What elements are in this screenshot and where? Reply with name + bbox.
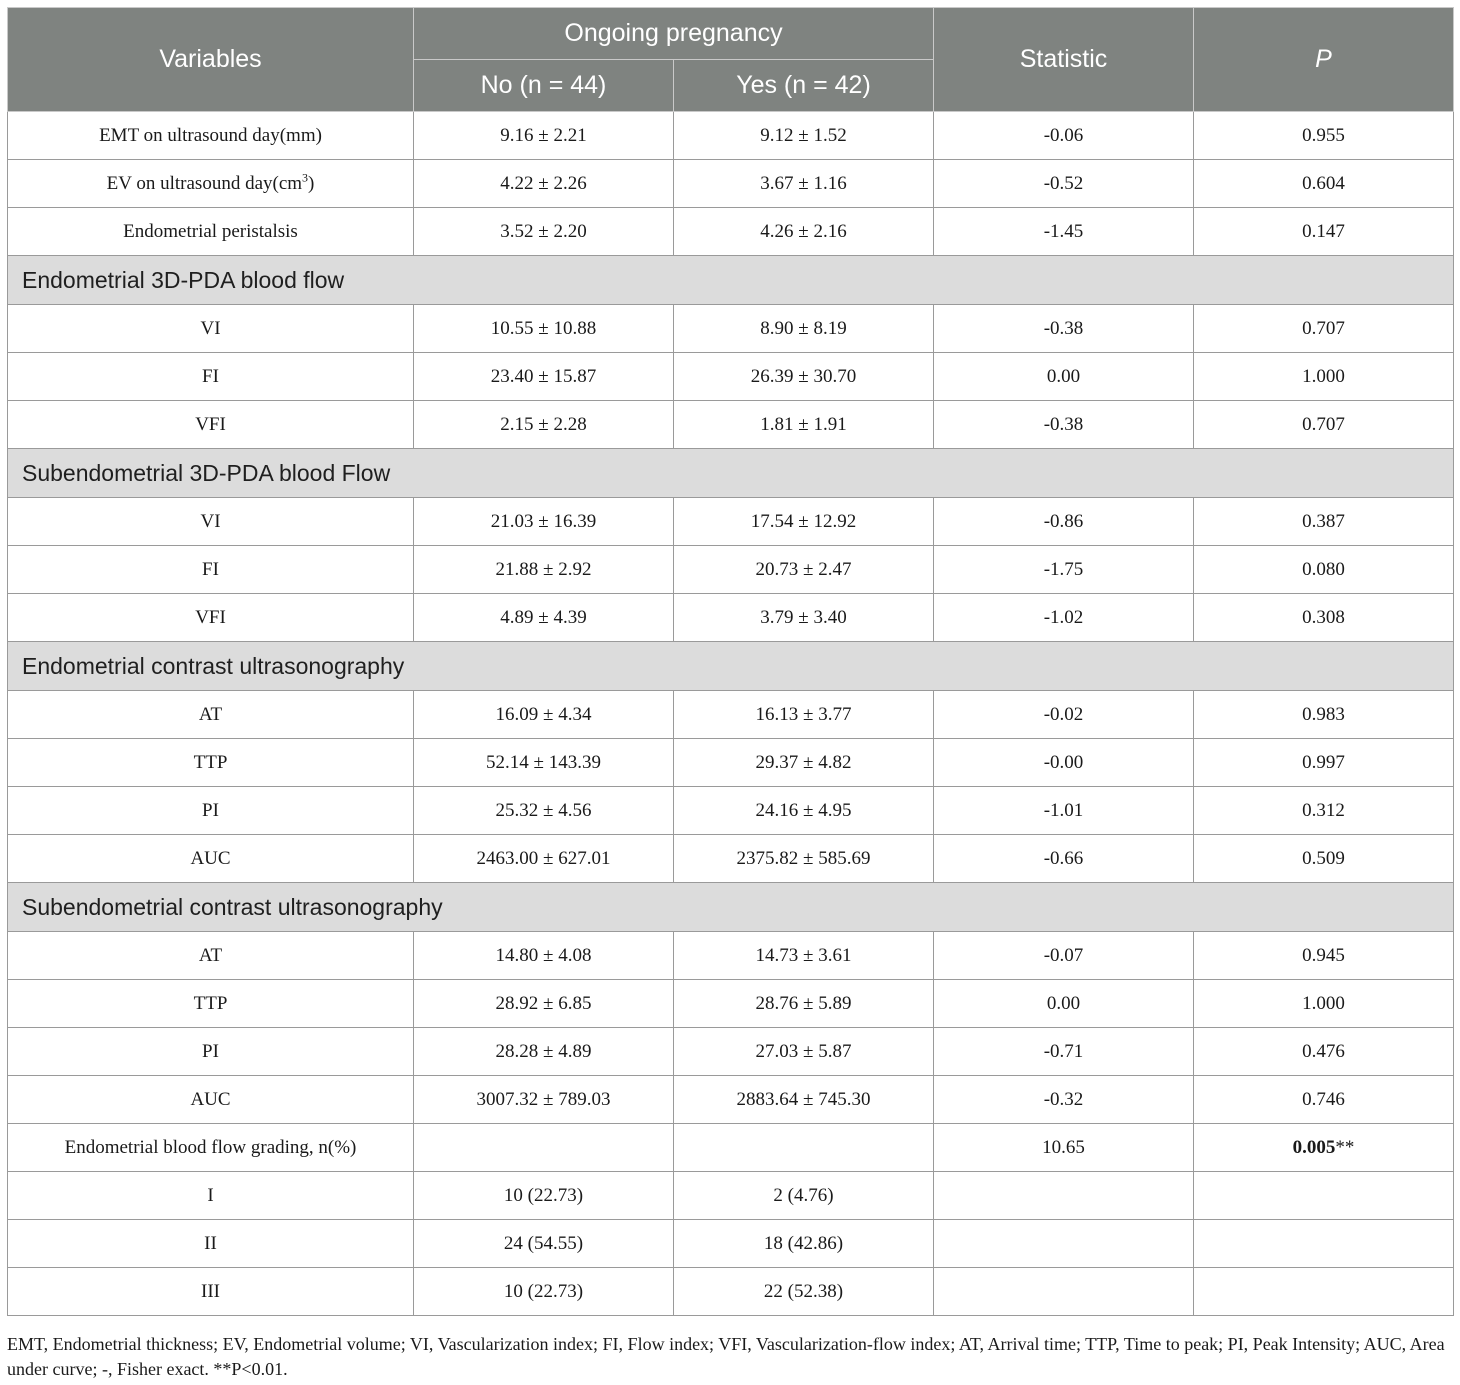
table-row — [8, 305, 1454, 353]
row-label: Endometrial blood flow grading, n(%) — [8, 1124, 414, 1172]
row-label: II — [8, 1220, 414, 1268]
header-yes: Yes (n = 42) — [674, 60, 934, 112]
cell-yes: 26.39 ± 30.70 — [674, 353, 934, 401]
table-row — [8, 932, 1454, 980]
row-label: Endometrial peristalsis — [8, 208, 414, 256]
cell-no: 21.03 ± 16.39 — [414, 498, 674, 546]
cell-statistic: -0.02 — [934, 691, 1194, 739]
cell-no: 21.88 ± 2.92 — [414, 546, 674, 594]
section-title: Subendometrial 3D-PDA blood Flow — [8, 449, 1454, 498]
cell-no: 10 (22.73) — [414, 1268, 674, 1316]
cell-statistic: -0.38 — [934, 401, 1194, 449]
cell-yes: 3.67 ± 1.16 — [674, 160, 934, 208]
cell-p: 0.707 — [1194, 305, 1454, 353]
section-row — [8, 449, 1454, 498]
cell-p: 0.080 — [1194, 546, 1454, 594]
cell-p: 0.147 — [1194, 208, 1454, 256]
cell-statistic — [934, 1220, 1194, 1268]
row-label: AT — [8, 691, 414, 739]
cell-yes: 2883.64 ± 745.30 — [674, 1076, 934, 1124]
cell-statistic: -1.02 — [934, 594, 1194, 642]
cell-no: 28.28 ± 4.89 — [414, 1028, 674, 1076]
table-row — [8, 208, 1454, 256]
cell-yes: 29.37 ± 4.82 — [674, 739, 934, 787]
row-label-superscript: 3 — [302, 170, 309, 185]
results-table — [7, 7, 1454, 1316]
cell-yes: 1.81 ± 1.91 — [674, 401, 934, 449]
section-row — [8, 642, 1454, 691]
cell-p — [1194, 1124, 1454, 1172]
cell-no: 14.80 ± 4.08 — [414, 932, 674, 980]
cell-yes — [674, 1124, 934, 1172]
table-row — [8, 1268, 1454, 1316]
row-label: TTP — [8, 980, 414, 1028]
cell-no: 2463.00 ± 627.01 — [414, 835, 674, 883]
cell-p — [1194, 1268, 1454, 1316]
cell-p: 0.983 — [1194, 691, 1454, 739]
cell-statistic: -0.00 — [934, 739, 1194, 787]
row-label: FI — [8, 546, 414, 594]
header-statistic: Statistic — [934, 8, 1194, 112]
row-label: TTP — [8, 739, 414, 787]
cell-statistic: -0.52 — [934, 160, 1194, 208]
cell-p: 0.476 — [1194, 1028, 1454, 1076]
section-title: Endometrial 3D-PDA blood flow — [8, 256, 1454, 305]
table-row — [8, 498, 1454, 546]
cell-statistic: 10.65 — [934, 1124, 1194, 1172]
cell-p: 0.746 — [1194, 1076, 1454, 1124]
cell-no — [414, 1124, 674, 1172]
cell-p: 0.997 — [1194, 739, 1454, 787]
table-row — [8, 112, 1454, 160]
table-row — [8, 1220, 1454, 1268]
cell-yes: 8.90 ± 8.19 — [674, 305, 934, 353]
header-p: P — [1194, 8, 1454, 112]
header-variables: Variables — [8, 8, 414, 112]
cell-yes: 22 (52.38) — [674, 1268, 934, 1316]
row-label: VFI — [8, 594, 414, 642]
row-label: VI — [8, 498, 414, 546]
row-label: EMT on ultrasound day(mm) — [8, 112, 414, 160]
table-row — [8, 353, 1454, 401]
cell-p: 0.312 — [1194, 787, 1454, 835]
cell-statistic: -0.86 — [934, 498, 1194, 546]
cell-statistic: -0.66 — [934, 835, 1194, 883]
row-label: PI — [8, 1028, 414, 1076]
row-label: VFI — [8, 401, 414, 449]
cell-statistic: -0.32 — [934, 1076, 1194, 1124]
cell-yes: 14.73 ± 3.61 — [674, 932, 934, 980]
section-title: Endometrial contrast ultrasonography — [8, 642, 1454, 691]
cell-yes: 28.76 ± 5.89 — [674, 980, 934, 1028]
table-row — [8, 739, 1454, 787]
table-row — [8, 546, 1454, 594]
cell-yes: 3.79 ± 3.40 — [674, 594, 934, 642]
cell-p: 0.955 — [1194, 112, 1454, 160]
cell-no: 23.40 ± 15.87 — [414, 353, 674, 401]
header-no: No (n = 44) — [414, 60, 674, 112]
row-label — [8, 160, 414, 208]
cell-p — [1194, 1172, 1454, 1220]
row-label-suffix: ) — [308, 172, 315, 194]
cell-statistic: -1.75 — [934, 546, 1194, 594]
cell-yes: 2 (4.76) — [674, 1172, 934, 1220]
table-row — [8, 980, 1454, 1028]
cell-statistic: -0.07 — [934, 932, 1194, 980]
cell-no: 9.16 ± 2.21 — [414, 112, 674, 160]
cell-statistic: -0.71 — [934, 1028, 1194, 1076]
section-row — [8, 883, 1454, 932]
table-body — [8, 112, 1454, 1316]
cell-p: 0.308 — [1194, 594, 1454, 642]
row-label: AT — [8, 932, 414, 980]
section-title: Subendometrial contrast ultrasonography — [8, 883, 1454, 932]
row-label: VI — [8, 305, 414, 353]
cell-statistic: 0.00 — [934, 980, 1194, 1028]
cell-p: 0.945 — [1194, 932, 1454, 980]
cell-yes: 20.73 ± 2.47 — [674, 546, 934, 594]
cell-p: 0.509 — [1194, 835, 1454, 883]
cell-no: 52.14 ± 143.39 — [414, 739, 674, 787]
cell-no: 3007.32 ± 789.03 — [414, 1076, 674, 1124]
cell-no: 4.22 ± 2.26 — [414, 160, 674, 208]
cell-yes: 24.16 ± 4.95 — [674, 787, 934, 835]
cell-p — [1194, 1220, 1454, 1268]
row-label: AUC — [8, 1076, 414, 1124]
table-row — [8, 787, 1454, 835]
table-row — [8, 835, 1454, 883]
cell-p: 0.387 — [1194, 498, 1454, 546]
table-row — [8, 1028, 1454, 1076]
table-row — [8, 691, 1454, 739]
row-label: III — [8, 1268, 414, 1316]
cell-statistic — [934, 1268, 1194, 1316]
cell-no: 25.32 ± 4.56 — [414, 787, 674, 835]
cell-statistic — [934, 1172, 1194, 1220]
section-row — [8, 256, 1454, 305]
cell-yes: 27.03 ± 5.87 — [674, 1028, 934, 1076]
cell-yes: 2375.82 ± 585.69 — [674, 835, 934, 883]
cell-statistic: -0.38 — [934, 305, 1194, 353]
table-row — [8, 1124, 1454, 1172]
cell-p: 0.604 — [1194, 160, 1454, 208]
table-row — [8, 1172, 1454, 1220]
cell-no: 16.09 ± 4.34 — [414, 691, 674, 739]
table-row — [8, 594, 1454, 642]
row-label: AUC — [8, 835, 414, 883]
cell-statistic: -1.45 — [934, 208, 1194, 256]
cell-p: 1.000 — [1194, 980, 1454, 1028]
cell-no: 10 (22.73) — [414, 1172, 674, 1220]
cell-p: 0.707 — [1194, 401, 1454, 449]
table-row — [8, 401, 1454, 449]
cell-no: 10.55 ± 10.88 — [414, 305, 674, 353]
row-label: I — [8, 1172, 414, 1220]
cell-yes: 9.12 ± 1.52 — [674, 112, 934, 160]
table-row — [8, 1076, 1454, 1124]
table-row — [8, 160, 1454, 208]
cell-statistic: 0.00 — [934, 353, 1194, 401]
p-value-significant: 0.005 — [1292, 1136, 1336, 1158]
cell-no: 24 (54.55) — [414, 1220, 674, 1268]
cell-p: 1.000 — [1194, 353, 1454, 401]
cell-yes: 18 (42.86) — [674, 1220, 934, 1268]
header-ongoing-pregnancy: Ongoing pregnancy — [414, 8, 934, 60]
cell-yes: 17.54 ± 12.92 — [674, 498, 934, 546]
cell-yes: 4.26 ± 2.16 — [674, 208, 934, 256]
row-label: FI — [8, 353, 414, 401]
row-label: PI — [8, 787, 414, 835]
cell-no: 2.15 ± 2.28 — [414, 401, 674, 449]
cell-statistic: -0.06 — [934, 112, 1194, 160]
cell-no: 3.52 ± 2.20 — [414, 208, 674, 256]
cell-no: 4.89 ± 4.39 — [414, 594, 674, 642]
row-label-text: EV on ultrasound day(cm — [106, 172, 303, 194]
cell-yes: 16.13 ± 3.77 — [674, 691, 934, 739]
table-footnote: EMT, Endometrial thickness; EV, Endometrial volume; VI, Vascularization index; FI, Flow index; VFI, Vascularization-flow index; AT, Arrival time; TTP, Time to peak; PI, Peak Intensity; AUC, Area under curve; -, Fisher exact. **P<0.01. — [7, 1334, 1445, 1379]
cell-no: 28.92 ± 6.85 — [414, 980, 674, 1028]
cell-statistic: -1.01 — [934, 787, 1194, 835]
significance-marker: ** — [1335, 1136, 1355, 1158]
